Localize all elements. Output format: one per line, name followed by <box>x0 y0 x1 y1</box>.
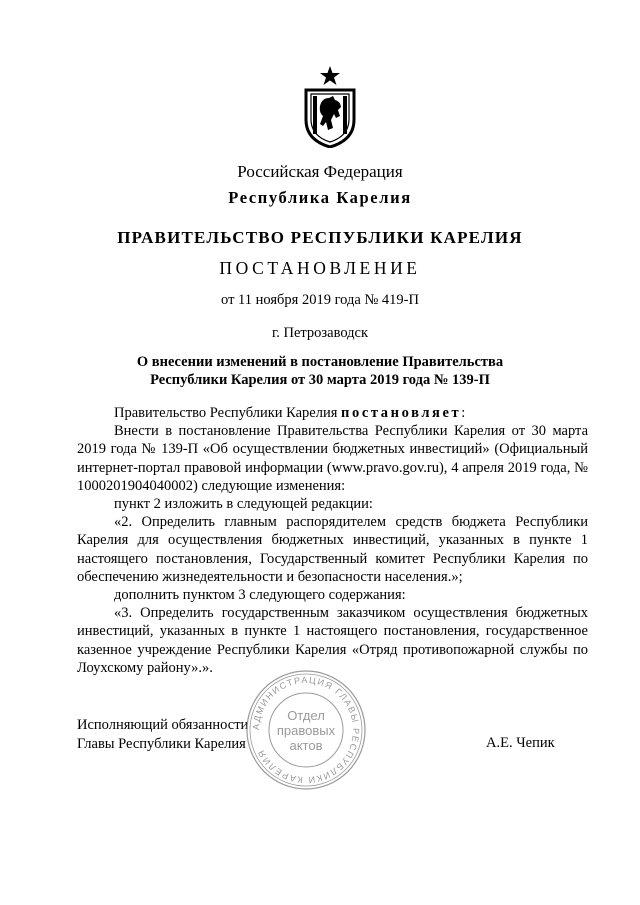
resolution-verb: постановляет <box>341 405 462 421</box>
resolution-colon: : <box>461 405 466 421</box>
signer-position-line-2: Главы Республики Карелия <box>77 736 246 752</box>
document-subject-line-2: Республики Карелия от 30 марта 2019 года № 139-П <box>150 372 490 388</box>
body-paragraph-amendments: Внести в постановление Правительства Республики Карелия от 30 марта 2019 года № 139-П «Об осуществлении бюджетных инвестиций» (Официальный интернет-портал правовой информации (www.pravo.gov.ru), 4 апреля 2019 года, № 1000201904040002) следующие изменения: <box>77 423 588 494</box>
body-paragraph-point3-intro: дополнить пунктом 3 следующего содержания: <box>114 587 406 604</box>
body-paragraph-resolution <box>77 404 588 422</box>
document-body <box>77 404 588 677</box>
body-paragraph-point3-text: «3. Определить государственным заказчиком осуществления бюджетных инвестиций, указанных в пункте 1 настоящего постановления, государственное казенное учреждение Республики Карелия «Отряд противопожарной службы по Лоухскому району».». <box>77 605 588 676</box>
stamp-center-line-1: Отдел <box>287 708 325 723</box>
stamp-ring-text: АДМИНИСТРАЦИЯ ГЛАВЫ РЕСПУБЛИКИ КАРЕЛИЯ <box>250 674 362 786</box>
republic-name: Республика Карелия <box>228 188 412 207</box>
body-paragraph-point2-intro: пункт 2 изложить в следующей редакции: <box>114 496 373 513</box>
signer-name: А.Е. Чепик <box>486 735 555 751</box>
resolution-intro: Правительство Республики Карелия <box>114 405 342 421</box>
country-name: Российская Федерация <box>237 162 403 181</box>
document-subject-line-1: О внесении изменений в постановление Правительства <box>136 354 504 370</box>
stamp-center-line-3: актов <box>289 738 323 753</box>
government-title: ПРАВИТЕЛЬСТВО РЕСПУБЛИКИ КАРЕЛИЯ <box>117 228 523 247</box>
stamp-center-line-2: правовых <box>276 723 336 738</box>
body-paragraph-point2-text: «2. Определить главным распорядителем средств бюджета Республики Карелия для осуществления бюджетных инвестиций, указанных в пункте 1 настоящего постановления, Государственный комитет Республики Карелия по обеспечению жизнедеятельности и безопасности населения.»; <box>77 514 588 585</box>
document-city: г. Петрозаводск <box>271 325 369 341</box>
legal-department-stamp <box>244 668 368 792</box>
document-date-number: от 11 ноября 2019 года № 419-П <box>221 292 419 308</box>
karelia-coat-of-arms-icon <box>302 64 358 148</box>
signer-position-line-1: Исполняющий обязанности <box>77 717 249 733</box>
document-type: ПОСТАНОВЛЕНИЕ <box>219 258 421 278</box>
